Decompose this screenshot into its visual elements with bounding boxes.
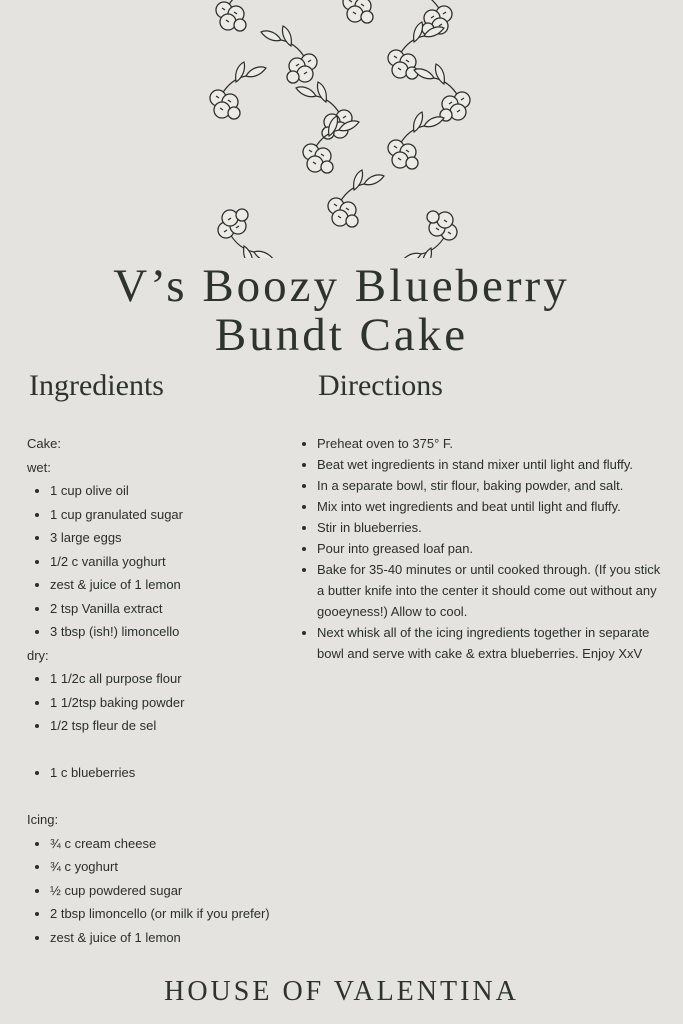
brand-footer: HOUSE OF VALENTINA [164,976,519,1007]
blueberry-sprig-icon [210,62,266,119]
dry-label: dry: [27,647,49,663]
list-item: • Pour into greased loaf pan. [317,538,668,559]
ingredients-heading: Ingredients [29,369,164,402]
list-item: • 1/2 c vanilla yoghurt [50,550,282,574]
list-item: • In a separate bowl, stir flour, baking powder, and salt. [317,475,668,496]
list-item: • 1 c blueberries [50,761,282,785]
list-item: • Bake for 35-40 minutes or until cooked through. (If you stick a butter knife into the center it should come out without any gooeyness!) Allow to cool. [317,559,668,622]
wet-label: wet: [27,459,51,475]
blueberry-sprig-icon [218,209,274,258]
dry-ingredients [27,667,282,738]
blueberry-sprig-icon [216,0,272,31]
list-item: • zest & juice of 1 lemon [50,573,282,597]
blueberry-sprig-icon [261,26,317,83]
list-item: • ¾ c cream cheese [50,832,282,856]
list-item: • Next whisk all of the icing ingredients together in separate bowl and serve with cake & extra blueberries. Enjoy XxV [317,622,668,664]
list-item: • 1 1/2tsp baking powder [50,691,282,715]
directions-list [298,433,668,664]
list-item: • 1 1/2c all purpose flour [50,667,282,691]
blueberry-illustration [200,0,490,258]
directions-heading: Directions [318,369,443,402]
list-item: • Stir in blueberries. [317,517,668,538]
list-item: • 1 cup granulated sugar [50,503,282,527]
ingredients-list [27,432,282,949]
blueberry-sprig-icon [396,0,452,35]
blueberry-sprig-icon [303,116,359,173]
wet-ingredients [27,479,282,644]
blueberry-sprig-icon [343,0,399,23]
cake-label: Cake: [27,436,61,451]
title-line-2: Bundt Cake [214,309,469,361]
list-item: • ¾ c yoghurt [50,855,282,879]
list-item: • 2 tbsp limoncello (or milk if you prefer) [50,902,282,926]
icing-label: Icing: [27,812,59,827]
recipe-title [0,262,683,360]
blueberry-sprig-icon [401,211,457,258]
list-item: • Beat wet ingredients in stand mixer until light and fluffy. [317,454,668,475]
blueberries-ingredient [27,761,282,785]
blueberry-sprig-icon [388,112,444,169]
list-item: • Preheat oven to 375° F. [317,433,668,454]
list-item: • 1/2 tsp fleur de sel [50,714,282,738]
blueberry-sprig-icon [328,170,384,227]
list-item: • 3 large eggs [50,526,282,550]
title-line-1: V’s Boozy Blueberry [113,260,570,312]
list-item: • ½ cup powdered sugar [50,879,282,903]
icing-ingredients [27,832,282,950]
list-item: • 2 tsp Vanilla extract [50,597,282,621]
list-item: • 3 tbsp (ish!) limoncello [50,620,282,644]
list-item: • 1 cup olive oil [50,479,282,503]
list-item: • zest & juice of 1 lemon [50,926,282,950]
list-item: • Mix into wet ingredients and beat until light and fluffy. [317,496,668,517]
